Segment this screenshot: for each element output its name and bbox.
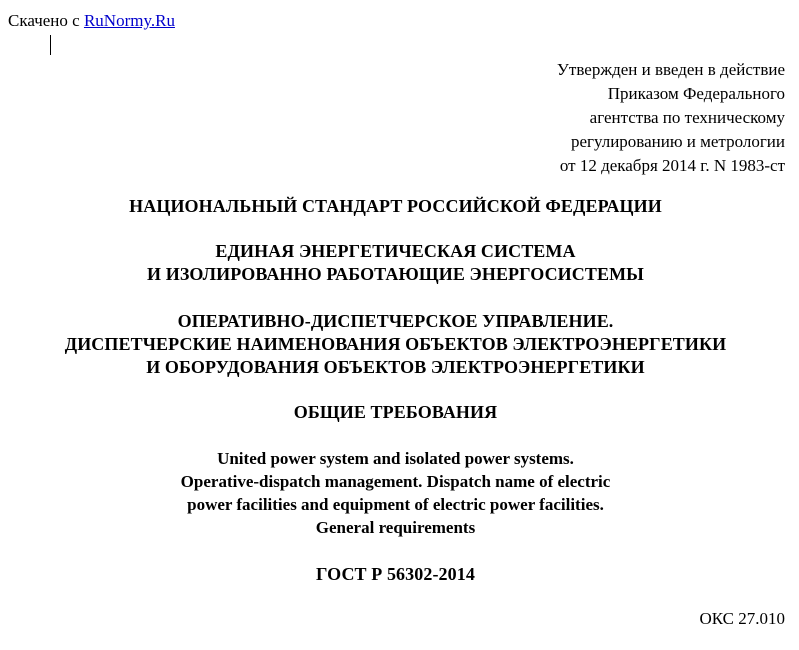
heading-line: ЕДИНАЯ ЭНЕРГЕТИЧЕСКАЯ СИСТЕМА xyxy=(215,241,576,261)
heading-line: ДИСПЕТЧЕРСКИЕ НАИМЕНОВАНИЯ ОБЪЕКТОВ ЭЛЕКТРОЭНЕРГЕТИКИ xyxy=(64,334,727,354)
heading-line: ОПЕРАТИВНО-ДИСПЕТЧЕРСКОЕ УПРАВЛЕНИЕ. xyxy=(177,311,614,331)
text-cursor xyxy=(50,35,51,55)
system-heading xyxy=(0,240,795,286)
english-title xyxy=(0,447,795,539)
heading-line: power facilities and equipment of electric power facilities. xyxy=(187,495,604,514)
general-requirements-heading xyxy=(0,401,795,424)
heading-line: ОБЩИЕ ТРЕБОВАНИЯ xyxy=(293,402,498,422)
gost-number xyxy=(0,563,795,586)
source-prefix: Скачено с xyxy=(8,11,84,30)
national-standard-heading xyxy=(0,195,795,218)
approval-block xyxy=(557,58,785,178)
approval-line: регулированию и метрологии xyxy=(570,132,785,151)
approval-line: агентства по техническому xyxy=(589,108,785,127)
heading-line: ГОСТ Р 56302-2014 xyxy=(316,564,475,584)
oks-code: ОКС 27.010 xyxy=(699,609,785,628)
approval-line: от 12 декабря 2014 г. N 1983-ст xyxy=(559,156,785,175)
heading-line: НАЦИОНАЛЬНЫЙ СТАНДАРТ РОССИЙСКОЙ ФЕДЕРАЦИИ xyxy=(129,196,662,216)
heading-line: United power system and isolated power systems. xyxy=(217,449,574,468)
approval-line: Приказом Федерального xyxy=(607,84,785,103)
heading-line: И ОБОРУДОВАНИЯ ОБЪЕКТОВ ЭЛЕКТРОЭНЕРГЕТИКИ xyxy=(146,357,645,377)
heading-line: General requirements xyxy=(315,518,476,537)
dispatch-heading xyxy=(0,310,795,379)
source-line xyxy=(8,11,175,31)
heading-line: Operative-dispatch management. Dispatch name of electric xyxy=(180,472,611,491)
approval-line: Утвержден и введен в действие xyxy=(556,60,785,79)
heading-line: И ИЗОЛИРОВАННО РАБОТАЮЩИЕ ЭНЕРГОСИСТЕМЫ xyxy=(147,264,644,284)
source-link[interactable]: RuNormy.Ru xyxy=(83,11,175,30)
